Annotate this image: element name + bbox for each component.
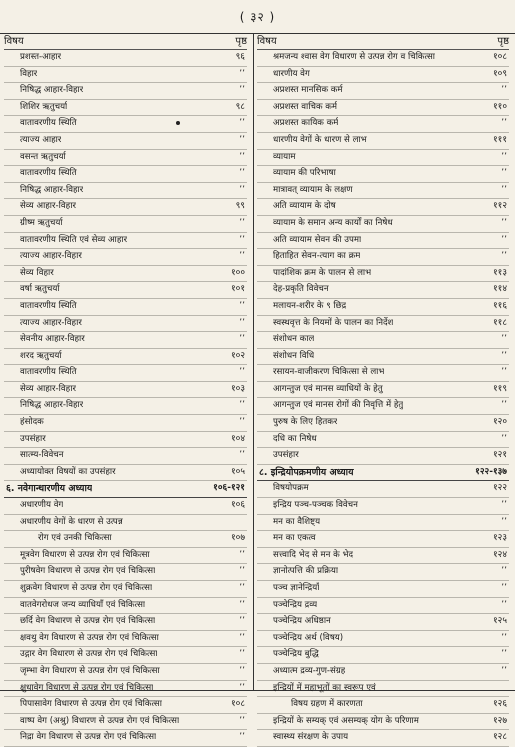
left-column	[4, 34, 247, 747]
entry-title: निषिद्ध आहार-विहार	[20, 184, 84, 195]
chapter-heading-row	[4, 481, 247, 498]
entry-page-number: १०९	[492, 68, 507, 79]
entry-title: पञ्चेन्द्रिय द्रव्य	[273, 599, 318, 610]
entry-title: वाष्प वेग (अश्रु) विधारण से उत्पन्न रोग एवं चिकित्सा	[20, 715, 180, 726]
entry-page-number: ’’	[239, 151, 245, 162]
entry-page-number: ’’	[501, 151, 507, 162]
toc-entry-row	[257, 282, 509, 299]
entry-title: शरद ऋतुचर्या	[20, 350, 62, 361]
entry-page-number: ’’	[501, 168, 507, 179]
toc-entry-row	[4, 349, 247, 366]
toc-entry-row	[4, 199, 247, 216]
entry-page-number: ९६	[235, 52, 245, 62]
entry-title: मन का एकत्व	[273, 533, 316, 544]
toc-entry-row	[4, 183, 247, 200]
toc-entry-row	[257, 199, 509, 216]
toc-entry-row	[257, 116, 509, 133]
entry-title: वातावरणीय स्थिति	[20, 168, 77, 179]
toc-entry-row	[257, 67, 509, 84]
toc-entry-row	[4, 598, 247, 615]
table-of-contents	[0, 33, 515, 743]
entry-page-number: ’’	[501, 234, 507, 245]
toc-entry-row	[257, 681, 509, 698]
entry-page-number: १२८	[492, 732, 507, 743]
toc-entry-row	[4, 681, 247, 698]
toc-entry-row	[257, 166, 509, 183]
toc-entry-row	[257, 349, 509, 366]
entry-title: दधि का निषेध	[273, 433, 317, 444]
toc-entry-row	[257, 249, 509, 266]
entry-page-number: ’’	[501, 566, 507, 577]
entry-title: पादांशिक क्रम के पालन से लाभ	[273, 267, 372, 278]
entry-title: इन्द्रिय पञ्च-पञ्चक विवेचन	[273, 500, 358, 511]
toc-entry-row	[4, 332, 247, 349]
entry-title: सेव्य आहार-विहार	[20, 201, 76, 212]
entry-page-number: ’’	[501, 85, 507, 96]
entry-page-number: ’’	[239, 549, 245, 560]
entry-title: सेव्य आहार-विहार	[20, 383, 76, 394]
page-number: ( ३२ )	[239, 10, 276, 24]
entry-page-number: ’’	[239, 599, 245, 610]
entry-page-number: ’’	[239, 300, 245, 311]
entry-page-number: १२३	[492, 533, 507, 544]
entry-page-number: ’’	[501, 433, 507, 444]
entry-title: अधारणीय वेगों के धारण से उत्पन्न	[20, 516, 123, 527]
entry-title: मूत्रवेग विधारण से उत्पन्न रोग एवं चिकित्सा	[20, 549, 150, 560]
entry-title: ८. इन्द्रियोपक्रमणीय अध्याय	[259, 466, 354, 478]
entry-title: क्षुधावेग विधारण से उत्पन्न रोग एवं चिकित्सा	[20, 682, 154, 693]
toc-entry-row	[257, 100, 509, 117]
entry-page-number: ’’	[239, 334, 245, 345]
toc-entry-row	[4, 249, 247, 266]
toc-entry-row	[257, 531, 509, 548]
toc-entry-row	[4, 432, 247, 449]
toc-entry-row	[4, 266, 247, 283]
entry-page-number: १०५	[230, 466, 245, 477]
entry-title: त्याज्य आहार-विहार	[20, 251, 82, 262]
entry-page-number: ’’	[239, 665, 245, 676]
entry-page-number: ’’	[239, 317, 245, 328]
toc-entry-row	[257, 398, 509, 415]
toc-entry-row	[4, 465, 247, 482]
entry-title: पञ्चेन्द्रिय अधिष्ठान	[273, 616, 331, 627]
toc-entry-row	[4, 614, 247, 631]
toc-entry-row	[4, 282, 247, 299]
entry-title: रोग एवं उनकी चिकित्सा	[38, 533, 112, 544]
entry-title: निद्रा वेग विधारण से उत्पन्न रोग एवं चिकित्सा	[20, 732, 157, 743]
toc-entry-row	[4, 415, 247, 432]
entry-page-number: ’’	[501, 334, 507, 345]
entry-title: वातवेगरोधज जन्य व्याधियाँ एवं चिकित्सा	[20, 599, 146, 610]
entry-title: त्याज्य आहार-विहार	[20, 317, 82, 328]
entry-page-number: ’’	[501, 118, 507, 129]
toc-entry-row	[257, 299, 509, 316]
entry-page-number: १०३	[230, 383, 245, 394]
entry-title: प्रशस्त-आहार	[20, 52, 62, 62]
entry-title: पुरीषवेग विधारण से उत्पन्न रोग एवं चिकित्सा	[20, 566, 156, 577]
toc-entry-row	[4, 382, 247, 399]
entry-page-number: ’’	[239, 367, 245, 378]
toc-entry-row	[4, 216, 247, 233]
toc-entry-row	[257, 730, 509, 747]
entry-title: पुरुष के लिए हितकर	[273, 417, 338, 428]
entry-page-number: १०८	[230, 699, 245, 710]
toc-entry-row	[4, 100, 247, 117]
right-rows	[257, 50, 509, 747]
toc-entry-row	[4, 83, 247, 100]
entry-page-number: ९९	[235, 201, 245, 212]
subject-header: विषय	[257, 36, 277, 47]
entry-title: स्वास्थ्य संरक्षण के उपाय	[273, 732, 349, 743]
toc-entry-row	[4, 647, 247, 664]
entry-page-number: ११२	[492, 201, 507, 212]
subject-header: विषय	[4, 36, 24, 47]
toc-entry-row	[4, 664, 247, 681]
toc-entry-row	[257, 631, 509, 648]
toc-entry-row	[4, 398, 247, 415]
entry-title: सत्त्वादि भेद से मन के भेद	[273, 549, 354, 560]
entry-title: अप्रशस्त कायिक कर्म	[273, 118, 339, 129]
entry-title: अप्रशस्त मानसिक कर्म	[273, 85, 343, 96]
entry-title: वातावरणीय स्थिति	[20, 367, 77, 378]
entry-page-number: १०६	[230, 500, 245, 511]
entry-page-number: ’’	[501, 665, 507, 676]
entry-page-number: ’’	[239, 217, 245, 228]
entry-page-number: ’’	[501, 350, 507, 361]
toc-entry-row	[257, 647, 509, 664]
entry-page-number: ’’	[501, 500, 507, 511]
entry-title: निषिद्ध आहार-विहार	[20, 85, 84, 96]
entry-page-number: ’’	[239, 234, 245, 245]
entry-page-number: ’’	[239, 68, 245, 79]
toc-entry-row	[4, 166, 247, 183]
entry-title: ६. नवेगान्धारणीय अध्याय	[6, 483, 93, 495]
column-divider	[253, 34, 254, 690]
entry-page-number: १२०	[492, 417, 507, 428]
entry-title: रसायन-वाजीकरण चिकित्सा से लाभ	[273, 367, 385, 378]
entry-page-number: १११	[492, 134, 507, 145]
toc-entry-row	[4, 631, 247, 648]
toc-entry-row	[257, 714, 509, 731]
entry-title: निषिद्ध आहार-विहार	[20, 400, 84, 411]
entry-page-number: ’’	[239, 417, 245, 428]
toc-entry-row	[257, 183, 509, 200]
entry-title: विषय ग्रहण में कारणता	[291, 699, 363, 710]
entry-page-number: ’’	[239, 118, 245, 129]
entry-title: व्यायाम की परिभाषा	[273, 168, 336, 179]
entry-page-number: १२५	[492, 616, 507, 627]
toc-entry-row	[4, 116, 247, 133]
entry-page-number: १२२-१३७	[475, 466, 507, 477]
entry-title: मन का वैशिष्ट्य	[273, 516, 321, 527]
toc-entry-row	[257, 581, 509, 598]
toc-entry-row	[4, 515, 247, 532]
toc-entry-row	[4, 448, 247, 465]
entry-title: अति व्यायाम के दोष	[273, 201, 336, 212]
toc-entry-row	[257, 332, 509, 349]
entry-page-number: ’’	[239, 632, 245, 643]
toc-entry-row	[257, 548, 509, 565]
toc-entry-row	[4, 548, 247, 565]
entry-page-number: ’’	[239, 715, 245, 726]
entry-page-number: ११४	[492, 284, 507, 295]
entry-title: उद्गार वेग विधारण से उत्पन्न रोग एवं चिकित्सा	[20, 649, 158, 660]
entry-title: संशोधन काल	[273, 334, 315, 345]
entry-page-number: १२७	[492, 715, 507, 726]
entry-page-number: ११८	[492, 317, 507, 328]
toc-entry-row	[4, 581, 247, 598]
entry-title: शिशिर ऋतुचर्या	[20, 101, 68, 112]
entry-page-number: ’’	[501, 632, 507, 643]
toc-entry-row	[257, 266, 509, 283]
toc-entry-row	[257, 564, 509, 581]
entry-title: हंसोदक	[20, 417, 44, 428]
ink-speck	[176, 121, 180, 125]
entry-page-number: ’’	[239, 168, 245, 179]
entry-page-number: १२२	[492, 483, 507, 494]
toc-entry-row	[4, 730, 247, 747]
entry-page-number: ’’	[239, 682, 245, 693]
entry-page-number: ’’	[239, 566, 245, 577]
entry-title: हिताहित सेवन-त्याग का क्रम	[273, 251, 361, 262]
toc-entry-row	[4, 498, 247, 515]
entry-title: सेवनीय आहार-विहार	[20, 334, 85, 345]
right-column-header	[257, 34, 509, 50]
toc-entry-row	[257, 50, 509, 67]
toc-entry-row	[4, 133, 247, 150]
entry-title: अप्रशस्त वाचिक कर्म	[273, 101, 338, 112]
entry-title: वातावरणीय स्थिति एवं सेव्य आहार	[20, 234, 128, 245]
entry-title: इन्द्रियों के सम्यक् एवं असम्यक् योग के परिणाम	[273, 715, 419, 726]
entry-page-number: १०६-१२१	[213, 483, 245, 494]
entry-title: विहार	[20, 68, 38, 79]
toc-entry-row	[257, 233, 509, 250]
entry-page-number: ’’	[501, 367, 507, 378]
toc-entry-row	[4, 233, 247, 250]
entry-title: संशोधन विधि	[273, 350, 315, 361]
toc-entry-row	[257, 598, 509, 615]
toc-entry-row	[257, 481, 509, 498]
entry-page-number: १२४	[492, 549, 507, 560]
toc-entry-row	[4, 67, 247, 84]
toc-entry-row	[4, 697, 247, 714]
entry-title: आगन्तुज एवं मानस व्याधियों के हेतु	[273, 383, 383, 394]
toc-entry-row	[257, 448, 509, 465]
toc-entry-row	[4, 50, 247, 67]
entry-page-number: १२१	[492, 450, 507, 461]
entry-title: इन्द्रियों में महाभूतों का स्वरूप एवं	[273, 682, 376, 693]
entry-title: पञ्च ज्ञानेन्द्रियाँ	[273, 583, 320, 593]
toc-entry-row	[257, 83, 509, 100]
entry-title: व्यायाम	[273, 151, 296, 162]
entry-title: वसन्त ऋतुचर्या	[20, 151, 66, 162]
entry-title: देह-प्रकृति विवेचन	[273, 284, 329, 295]
entry-title: शुक्रवेग विधारण से उत्पन्न रोग एवं चिकित्सा	[20, 583, 153, 593]
entry-page-number: ११६	[492, 300, 507, 311]
entry-page-number: ’’	[501, 649, 507, 660]
entry-page-number: ’’	[501, 583, 507, 593]
entry-title: ग्रीष्म ऋतुचर्या	[20, 217, 63, 228]
entry-title: वातावरणीय स्थिति	[20, 118, 77, 129]
entry-page-number: ’’	[239, 134, 245, 145]
entry-page-number: ११९	[492, 383, 507, 394]
entry-title: त्याज्य आहार	[20, 134, 62, 145]
entry-title: मात्रावत् व्यायाम के लक्षण	[273, 184, 353, 195]
entry-title: धारणीय वेगों के धारण से लाभ	[273, 134, 367, 145]
entry-page-number: ’’	[501, 184, 507, 195]
toc-entry-row	[257, 133, 509, 150]
toc-entry-row	[257, 365, 509, 382]
entry-page-number: ’’	[239, 450, 245, 461]
entry-title: व्यायाम के समान अन्य कार्यों का निषेध	[273, 217, 393, 228]
entry-page-number: ’’	[501, 516, 507, 527]
entry-page-number: ’’	[501, 599, 507, 610]
page-header: पृष्ठ	[235, 36, 247, 47]
toc-entry-row	[257, 150, 509, 167]
entry-title: वर्षा ऋतुचर्या	[20, 284, 60, 295]
toc-entry-row	[257, 515, 509, 532]
entry-page-number: ११३	[492, 267, 507, 278]
left-column-header	[4, 34, 247, 50]
chapter-heading-row	[257, 465, 509, 482]
toc-entry-row	[257, 216, 509, 233]
entry-title: सात्म्य-विवेचन	[20, 450, 64, 461]
entry-title: जृम्भा वेग विधारण से उत्पन्न रोग एवं चिकित्सा	[20, 665, 160, 676]
toc-entry-row	[257, 664, 509, 681]
entry-title: ज्ञानोत्पत्ति की प्रक्रिया	[273, 566, 339, 577]
toc-entry-row	[257, 316, 509, 333]
toc-entry-row	[4, 316, 247, 333]
toc-entry-row	[4, 714, 247, 731]
entry-title: अध्यात्म द्रव्य-गुण-संग्रह	[273, 665, 346, 676]
entry-page-number: ’’	[501, 217, 507, 228]
right-column	[257, 34, 509, 747]
toc-entry-row	[257, 697, 509, 714]
entry-page-number: १०७	[230, 533, 245, 544]
entry-title: धारणीय वेग	[273, 68, 310, 79]
toc-entry-row	[257, 614, 509, 631]
toc-entry-row	[257, 415, 509, 432]
entry-page-number: ’’	[239, 649, 245, 660]
entry-page-number: ’’	[239, 732, 245, 743]
entry-title: पिपासावेग विधारण से उत्पन्न रोग एवं चिकित्सा	[20, 699, 162, 710]
entry-page-number: ’’	[501, 251, 507, 262]
entry-page-number: १०१	[230, 284, 245, 295]
toc-entry-row	[4, 365, 247, 382]
entry-title: स्वस्थवृत्त के नियमों के पालन का निर्देश	[273, 317, 394, 328]
entry-title: मलायन-शरीर के ९ छिद्र	[273, 300, 347, 311]
toc-entry-row	[257, 498, 509, 515]
entry-page-number: ’’	[501, 400, 507, 411]
entry-page-number: ९८	[235, 101, 245, 112]
toc-entry-row	[4, 150, 247, 167]
entry-title: उपसंहार	[20, 433, 46, 444]
page-header: पृष्ठ	[497, 36, 509, 47]
entry-page-number: ’’	[239, 184, 245, 195]
entry-page-number: ’’	[239, 400, 245, 411]
entry-title: अधारणीय वेग	[20, 500, 64, 511]
entry-title: पञ्चेन्द्रिय बुद्धि	[273, 649, 319, 660]
toc-entry-row	[4, 564, 247, 581]
toc-entry-row	[257, 382, 509, 399]
entry-title: विषयोपक्रम	[273, 483, 309, 494]
entry-page-number: ११०	[492, 101, 507, 112]
entry-title: वातावरणीय स्थिति	[20, 300, 77, 311]
toc-entry-row	[4, 299, 247, 316]
entry-page-number: १००	[230, 267, 245, 278]
entry-title: क्षवथु वेग विधारण से उत्पन्न रोग एवं चिकित्सा	[20, 632, 159, 643]
entry-title: सेव्य विहार	[20, 267, 54, 278]
entry-page-number: १०८	[492, 52, 507, 62]
entry-page-number: १०४	[230, 433, 245, 444]
entry-page-number: १२६	[492, 699, 507, 710]
entry-page-number: ’’	[239, 583, 245, 593]
entry-page-number: १०२	[230, 350, 245, 361]
entry-title: पञ्चेन्द्रिय अर्थ (विषय)	[273, 632, 344, 643]
entry-title: अति व्यायाम सेवन की उपमा	[273, 234, 362, 245]
entry-page-number: ’’	[239, 616, 245, 627]
entry-title: अध्यायोक्त विषयों का उपसंहार	[20, 466, 116, 477]
left-rows	[4, 50, 247, 747]
entry-page-number: ’’	[239, 85, 245, 96]
entry-title: उपसंहार	[273, 450, 299, 461]
entry-title: श्रमजन्य श्वास वेग विधारण से उत्पन्न रोग व चिकित्सा	[273, 52, 436, 62]
entry-title: आगन्तुज एवं मानस रोगों की निवृत्ति में हेतु	[273, 400, 404, 411]
toc-entry-row	[257, 432, 509, 449]
toc-entry-row	[4, 531, 247, 548]
entry-title: छर्दि वेग विधारण से उत्पन्न रोग एवं चिकित्सा	[20, 616, 156, 627]
entry-page-number: ’’	[239, 251, 245, 262]
